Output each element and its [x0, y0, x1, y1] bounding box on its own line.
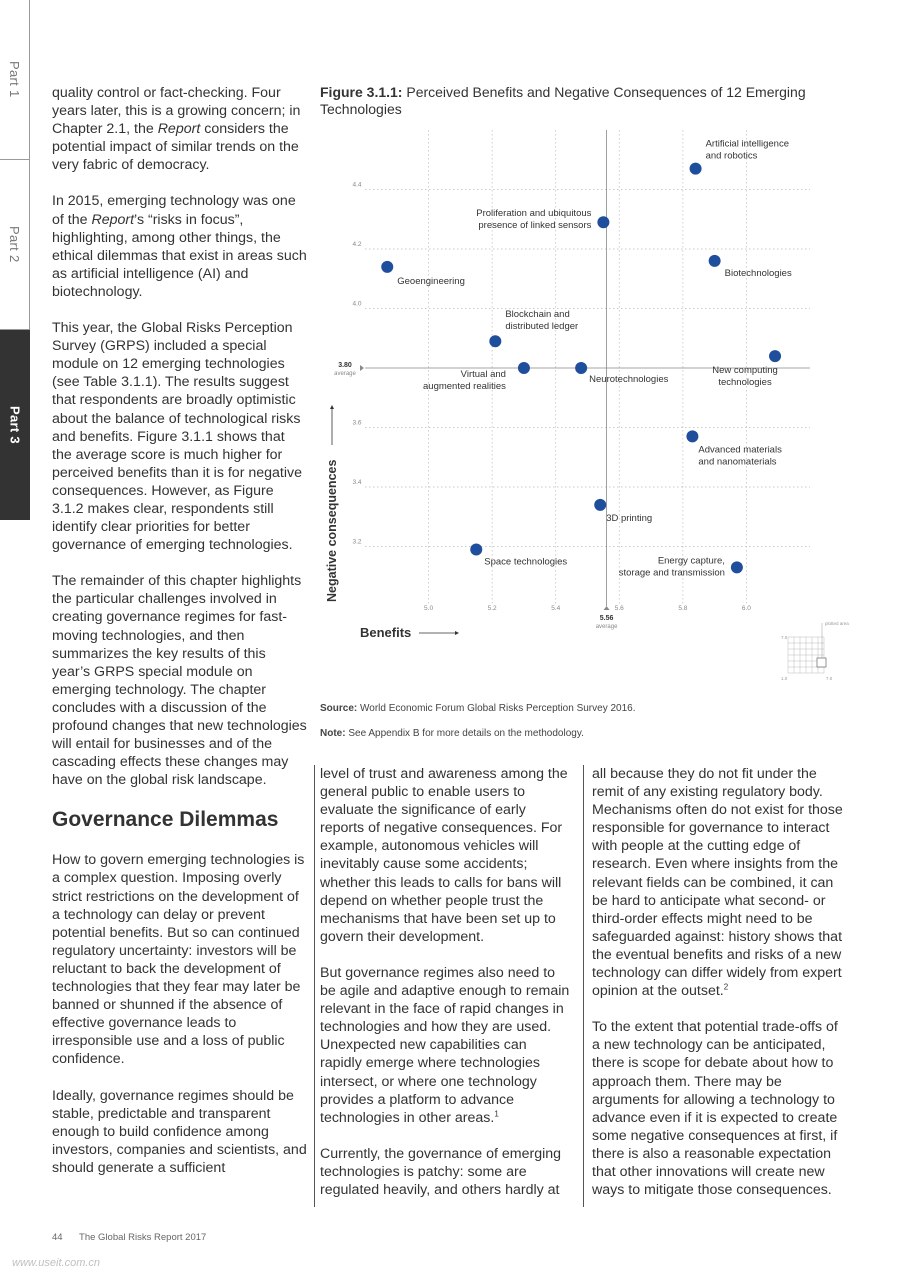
right-paragraph-1: all because they do not fit under the remit of any existing regulatory body. Mechanisms often do not exist for those responsible for governance to interact with people at the cutting edge of research. Even where insights from the relevant fields can be combined, it can be hard to anticipate what second- or third-order effects might need to be safeguarded against: history shows that the eventual benefits and risks of a new technology can differ widely from expert opinion at the outset.$^2$: [592, 766, 843, 1000]
middle-paragraph-2: But governance regimes also need to be agile and adaptive enough to remain relevant in the face of rapid changes in technologies and how they are used. Unexpected new capabilities can rapidly emerge where technologies intersect, or where one technology provides a platform to advance technologies in other areas.$^1$: [320, 964, 570, 1126]
data-point: [470, 543, 482, 555]
tab-part-1[interactable]: [0, 0, 30, 160]
data-point-label: Blockchain and distributed ledger: [505, 309, 579, 333]
y-tick-label: 3.4: [352, 479, 362, 486]
x-axis-arrowhead: [455, 631, 459, 635]
middle-paragraph-3: Currently, the governance of emerging technologies is patchy: some are regulated heavily, and others hardly at: [320, 1145, 562, 1198]
y-axis-arrowhead: [330, 405, 334, 409]
data-point-label: Biotechnologies: [724, 267, 792, 279]
right-column: [592, 765, 848, 1217]
data-point: [731, 561, 743, 573]
y-tick-label: 4.4: [352, 181, 362, 189]
tab-part-3-label: Part 3: [7, 406, 23, 444]
middle-paragraph-1: level of trust and awareness among the general public to enable users to evaluate the significance of early reports of negative consequences. For example, autonomous vehicles will inevitably cause some accidents; whether this leads to calls for bans will depend on whether people trust the mechanisms that have been set up to govern their development.: [320, 766, 568, 945]
figure-note: Note: See Appendix B for more details on the methodology.: [320, 728, 584, 739]
tab-part-2-label: Part 2: [7, 226, 22, 263]
data-point-label: Space technologies: [484, 556, 568, 568]
x-tick-label: 5.2: [487, 605, 497, 612]
column-divider: [583, 765, 584, 1207]
tab-part-2[interactable]: [0, 160, 30, 330]
page-number: 44: [52, 1232, 63, 1243]
column-divider: [314, 765, 315, 1207]
data-point: [769, 350, 781, 362]
right-paragraph-2: To the extent that potential trade-offs of a new technology can be anticipated, there is scope for debate about how to approach them. There may be arguments for allowing a technology to advance even if it is expected to create some negative consequences at first, if there is also a reasonable expectation that other innovations will create new ways to mitigate those consequences.: [592, 1019, 838, 1199]
left-paragraph-1: quality control or fact-checking. Four years later, this is a growing concern; in Chapter 2.1, the Report considers the potential impact of similar trends on the very fabric of democracy.: [52, 85, 301, 174]
data-point: [575, 362, 587, 374]
x-tick-label: 5.6: [614, 605, 624, 612]
average-x-marker: [604, 606, 610, 610]
part-navigation: [0, 0, 30, 1280]
left-column: [52, 84, 307, 1195]
left-paragraph-3: This year, the Global Risks Perception Survey (GRPS) included a special module on 12 emerging technologies (see Table 3.1.1). The results suggest that respondents are broadly optimistic about the balance of technological risks and benefits. Figure 3.1.1 shows that the average score is much higher for perceived benefits than it is for negative consequences. However, as Figure 3.1.2 makes clear, respondents still identify clear priorities for better governance of emerging technologies.: [52, 320, 303, 554]
data-point-label: New computing technologies: [712, 365, 778, 389]
section-heading: Governance Dilemmas: [52, 808, 279, 832]
x-tick-label: 5.0: [424, 605, 434, 612]
inset-x-min: 1.0: [781, 676, 788, 681]
data-point-label: Neurotechnologies: [589, 374, 669, 385]
data-point-label: 3D printing: [606, 512, 653, 524]
y-tick-label: 4.0: [352, 300, 362, 308]
data-point-label: Energy capture, storage and transmission: [618, 555, 725, 579]
inset-plotted-area: [817, 658, 826, 667]
x-tick-label: 6.0: [741, 605, 751, 612]
inset-y-max: 7.0: [781, 635, 788, 640]
average-x-label: average: [595, 624, 618, 630]
x-tick-label: 5.8: [678, 605, 688, 612]
average-y-marker: [360, 365, 364, 371]
inset-x-max: 7.0: [826, 676, 833, 681]
inset-label: plotted area: [825, 621, 849, 626]
data-point: [518, 362, 530, 374]
y-tick-label: 3.6: [352, 419, 362, 427]
figure-title: Figure 3.1.1: Perceived Benefits and Negative Consequences of 12 Emerging Technologies: [320, 84, 806, 117]
y-tick-label: 4.2: [352, 241, 362, 248]
tab-part-1-label: Part 1: [7, 61, 22, 98]
data-point: [489, 335, 501, 347]
data-point: [597, 216, 609, 228]
report-title: The Global Risks Report 2017: [79, 1232, 207, 1243]
page-footer: [52, 1232, 206, 1243]
y-tick-label: 3.2: [352, 538, 362, 546]
y-axis-title: Negative consequences: [325, 459, 339, 602]
average-x-value: 5.56: [599, 615, 614, 622]
x-axis-title: Benefits: [360, 625, 412, 640]
x-tick-label: 5.4: [551, 605, 561, 612]
watermark: www.useit.com.cn: [12, 1257, 101, 1269]
data-point: [709, 255, 721, 267]
left-paragraph-2: In 2015, emerging technology was one of the Report’s “risks in focus”, highlighting, among other things, the ethical dilemmas that exist in areas such as artificial intelligence (AI) and biotechnology.: [52, 193, 307, 300]
average-y-label: average: [334, 371, 356, 377]
figure-source: Source: World Economic Forum Global Risks Perception Survey 2016.: [320, 703, 636, 714]
data-point: [690, 163, 702, 175]
average-y-value: 3.80: [338, 362, 352, 369]
left-paragraph-5: How to govern emerging technologies is a complex question. Imposing overly strict restrictions on the development of a technology can delay or prevent potential benefits. But so can continued regulatory uncertainty: investors will be reluctant to back the development of technologies that they fear may later be banned or shunned if the absence of effective governance leads to irresponsible use and a loss of public confidence.: [52, 852, 305, 1068]
left-paragraph-6: Ideally, governance regimes should be stable, predictable and transparent enough to build confidence among investors, companies and scientists, and should generate a sufficient: [52, 1087, 307, 1176]
data-point: [381, 261, 393, 273]
tab-part-3[interactable]: [0, 330, 30, 520]
scatter-chart: [315, 130, 855, 700]
data-point-label: Artificial intelligence and robotics: [705, 138, 790, 162]
data-point-label: Proliferation and ubiquitous presence of linked sensors: [476, 208, 592, 232]
data-point: [686, 430, 698, 442]
left-paragraph-4: The remainder of this chapter highlights the particular challenges involved in creating governance regimes for fast-moving technologies, and then summarizes the key results of this year’s GRPS special module on emerging technology. The chapter concludes with a discussion of the profound changes that new technologies will entail for businesses and of the cascading effects these changes may have on the global risk landscape.: [52, 573, 307, 789]
data-point-label: Virtual and augmented realities: [423, 369, 506, 392]
data-point: [594, 499, 606, 511]
middle-column: [320, 765, 572, 1217]
data-point-label: Advanced materials and nanomaterials: [698, 444, 782, 468]
data-point-label: Geoengineering: [397, 275, 465, 287]
